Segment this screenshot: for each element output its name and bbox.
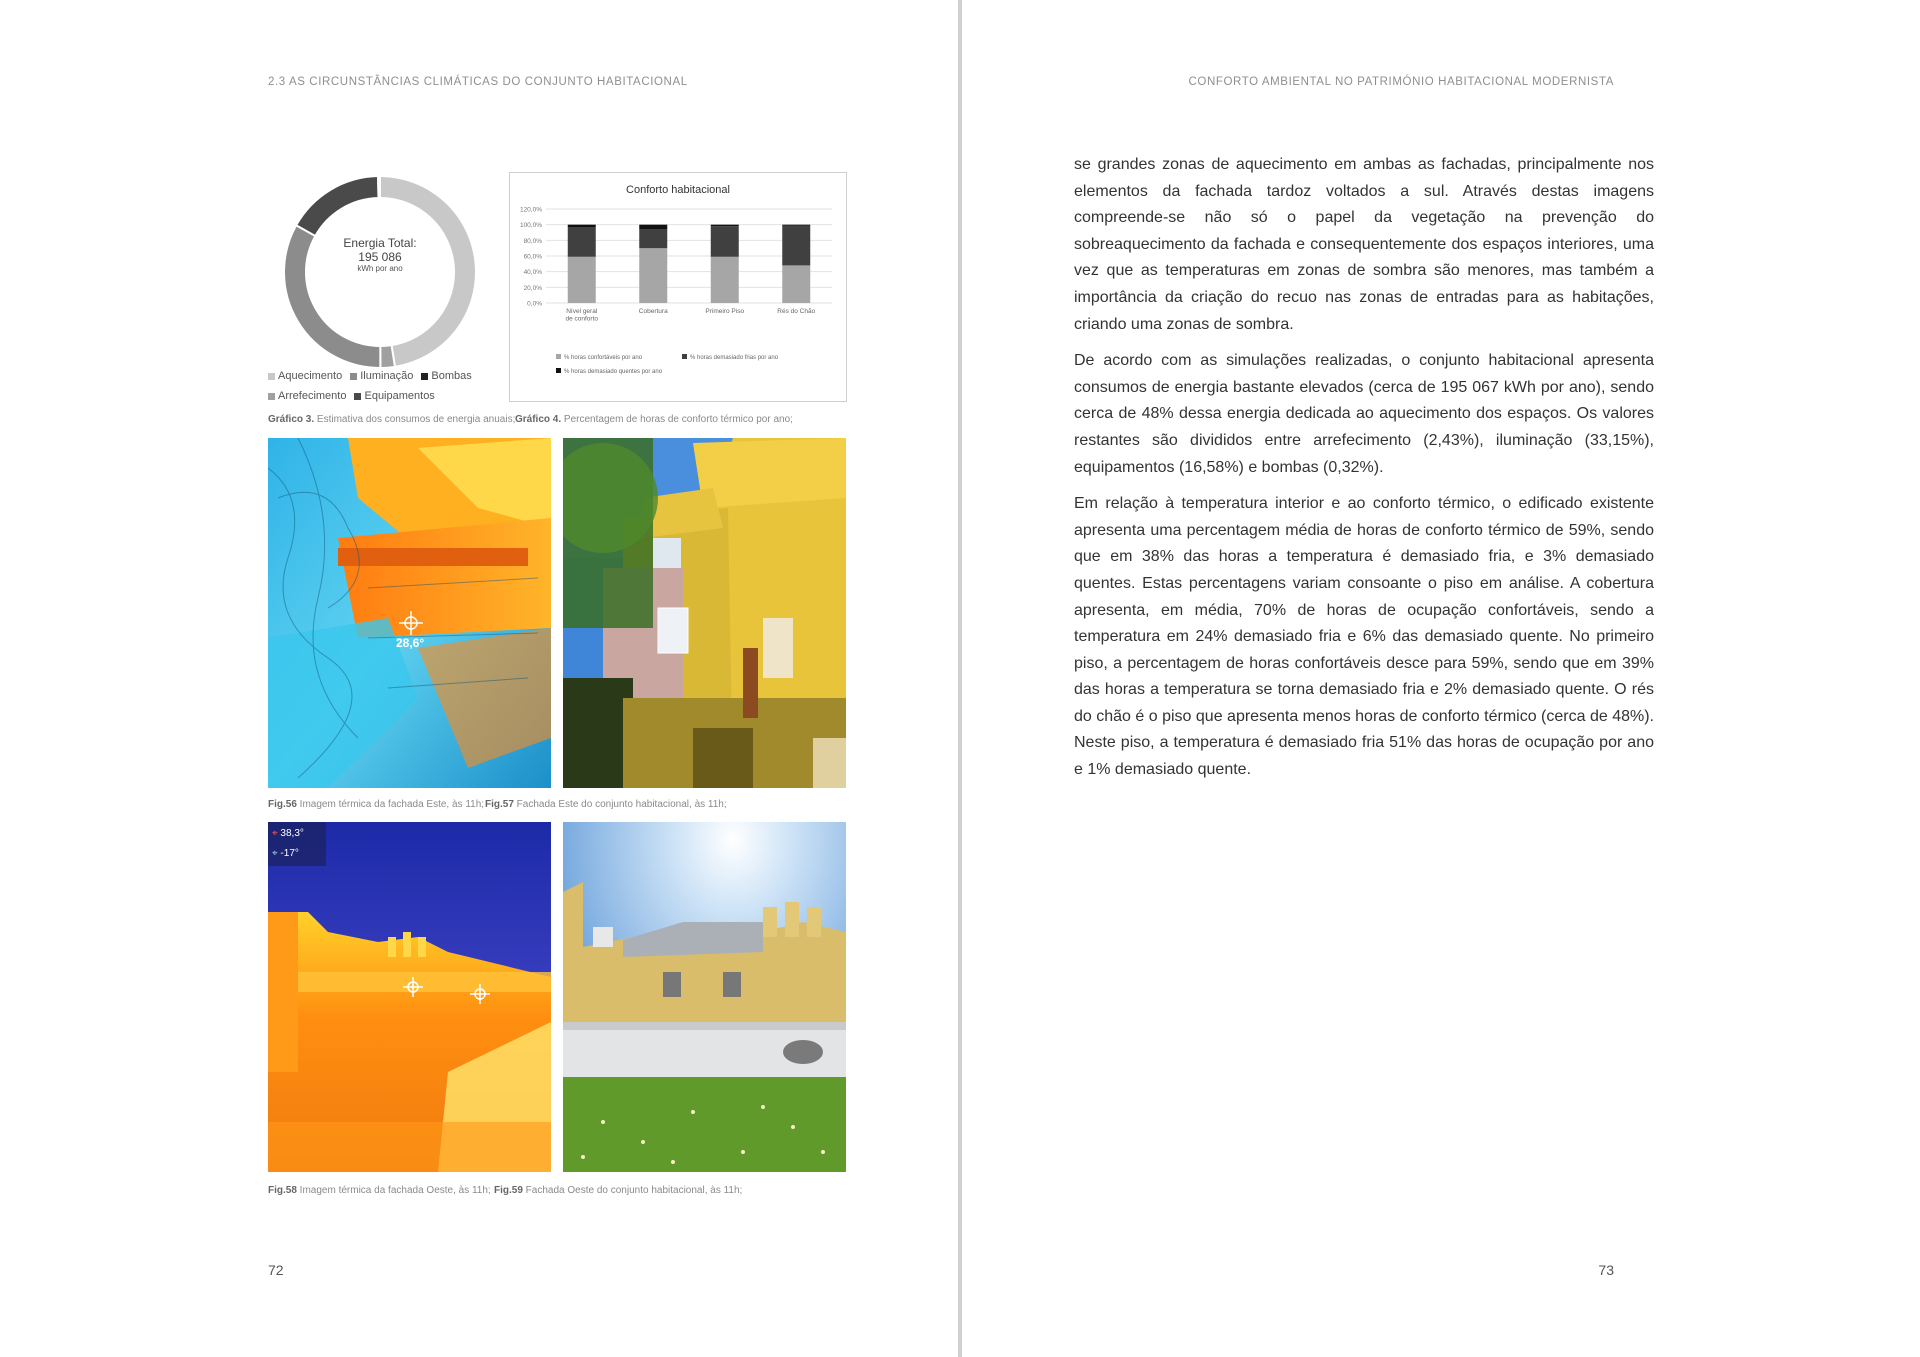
bar-chart-title: Conforto habitacional [626, 184, 730, 196]
bar-legend-label: % horas confortáveis por ano [564, 355, 643, 361]
donut-center-line2: 195 086 [358, 250, 402, 264]
legend-swatch [350, 373, 357, 380]
donut-center-line1: Energia Total: [343, 236, 417, 250]
left-page [0, 0, 958, 1357]
caption-fig-59-bold: Fig.59 [494, 1185, 523, 1196]
max-target-icon: ⌖ [272, 828, 278, 839]
caption-grafico-4-bold: Gráfico 4. [515, 414, 562, 425]
paragraph: se grandes zonas de aquecimento em ambas as fachadas, principalmente nos elementos da fachada tardoz voltados a sul. Através destas imagens compreende-se não só o papel da vegetação na prevenção do sobreaquecimento da fachada e consequentemente dos espaços interiores, uma vez que as temperaturas em zonas de sombra são menores, mas também a importância da criação do recuo nas zonas de entradas para as habitações, criando uma zonas de sombra. [1074, 156, 1654, 333]
bar-segment [782, 225, 810, 265]
legend-swatch [268, 373, 275, 380]
page-number-left: 72 [268, 1262, 284, 1278]
thermal-west-readouts [272, 824, 304, 864]
caption-grafico-3-text: Estimativa dos consumos de energia anuais; [314, 414, 516, 425]
legend-item [268, 386, 346, 406]
bar-segment [639, 229, 667, 248]
pie-slice-arrefecimento [380, 345, 395, 368]
thermal-image-east [268, 438, 551, 788]
caption-grafico-3 [268, 414, 515, 425]
donut-svg [268, 158, 516, 388]
legend-item [268, 366, 342, 386]
x-tick-label: Nível geral [566, 308, 598, 315]
y-tick-label: 0,0% [527, 300, 542, 308]
bar-legend-swatch [682, 354, 687, 359]
photo-west-facade [563, 822, 846, 1172]
pie-slice-bombas [378, 176, 380, 198]
bar-svg [510, 173, 846, 401]
bar-segment [711, 225, 739, 227]
legend-item [421, 366, 471, 386]
y-tick-label: 60,0% [523, 253, 542, 261]
donut-center-line3: kWh por ano [357, 264, 403, 273]
y-tick-label: 40,0% [523, 269, 542, 277]
caption-fig-56-text: Imagem térmica da fachada Este, às 11h; [296, 799, 485, 810]
bar-segment [639, 248, 667, 303]
thermal-image-west [268, 822, 551, 1172]
legend-swatch [268, 393, 275, 400]
caption-fig-57-text: Fachada Este do conjunto habitacional, às 11h; [513, 799, 727, 810]
running-head-left: 2.3 AS CIRCUNSTÂNCIAS CLIMÁTICAS DO CONJUNTO HABITACIONAL [268, 76, 688, 88]
bar-segment [782, 265, 810, 303]
legend-label: Aquecimento [278, 370, 343, 382]
thermal-max-value: 38,3° [280, 828, 304, 839]
page-number-right: 73 [1598, 1262, 1614, 1278]
bar-legend-label: % horas demasiado frias por ano [690, 355, 779, 361]
comfort-bar-chart [509, 172, 847, 402]
donut-legend [268, 366, 498, 406]
caption-fig-56-bold: Fig.56 [268, 799, 297, 810]
thermal-min-value: -17° [280, 848, 299, 859]
paragraph: Em relação à temperatura interior e ao conforto térmico, o edificado existente apresenta uma percentagem média de horas de conforto térmico de 59%, sendo que em 38% das horas a temperatura é demasiado fria, e 3% demasiado quentes. Estas percentagens variam consoante o piso em análise. A cobertura apresenta, em média, 70% de horas de ocupação confortáveis, sendo a temperatura em 24% demasiado fria e 6% das demasiado quente. No primeiro piso, a percentagem de horas confortáveis desce para 59%, sendo que em 39% das horas a temperatura se torna demasiado fria e 2% demasiado quente. O rés do chão é o piso que apresenta menos horas de conforto térmico (cerca de 48%). Neste piso, a temperatura é demasiado fria 51% das horas de ocupação por ano e 1% demasiado quente. [1074, 495, 1654, 779]
legend-label: Bombas [431, 370, 472, 382]
legend-item [354, 386, 434, 406]
caption-grafico-3-bold: Gráfico 3. [268, 414, 315, 425]
running-head-right: CONFORTO AMBIENTAL NO PATRIMÓNIO HABITACIONAL MODERNISTA [1188, 76, 1614, 88]
legend-item [350, 366, 413, 386]
paragraph: De acordo com as simulações realizadas, o conjunto habitacional apresenta consumos de energia bastante elevados (cerca de 195 067 kWh por ano), sendo cerca de 48% dessa energia dedicada ao aquecimento dos espaços. Os valores restantes são divididos entre arrefecimento (2,43%), iluminação (33,15%), equipamentos (16,58%) e bombas (0,32%). [1074, 352, 1654, 476]
y-tick-label: 80,0% [523, 237, 542, 245]
thermal-min-readout [272, 844, 304, 864]
caption-fig-57-bold: Fig.57 [485, 799, 514, 810]
bar-legend-swatch [556, 354, 561, 359]
legend-label: Arrefecimento [278, 390, 347, 402]
thermal-east-readout: 28,6° [396, 636, 425, 650]
legend-label: Iluminação [360, 370, 414, 382]
energy-donut-chart [268, 158, 516, 388]
min-target-icon: ⌖ [272, 848, 278, 859]
caption-fig-56 [268, 799, 484, 810]
bar-segment [568, 227, 596, 257]
photo-east-facade [563, 438, 846, 788]
body-text [1074, 152, 1654, 794]
y-tick-label: 100,0% [519, 222, 542, 230]
thermal-max-readout [272, 824, 304, 844]
caption-fig-59-text: Fachada Oeste do conjunto habitacional, às 11h; [522, 1185, 743, 1196]
caption-fig-59 [494, 1185, 742, 1196]
caption-grafico-4 [515, 414, 793, 425]
caption-fig-57 [485, 799, 727, 810]
bar-legend-label: % horas demasiado quentes por ano [564, 369, 663, 375]
bar-segment [568, 257, 596, 303]
legend-swatch [421, 373, 428, 380]
pie-slice-equipamentos [296, 176, 378, 236]
bar-legend-swatch [556, 368, 561, 373]
legend-swatch [354, 393, 361, 400]
legend-label: Equipamentos [364, 390, 435, 402]
caption-fig-58-text: Imagem térmica da fachada Oeste, às 11h; [296, 1185, 491, 1196]
x-tick-label: de conforto [565, 315, 599, 323]
bar-segment [711, 257, 739, 303]
caption-fig-58-bold: Fig.58 [268, 1185, 297, 1196]
donut-center-label [268, 236, 492, 273]
bar-segment [568, 225, 596, 227]
bar-segment [639, 225, 667, 230]
x-tick-label: Rés do Chão [777, 308, 816, 315]
x-tick-label: Primeiro Piso [705, 308, 745, 315]
y-tick-label: 120,0% [519, 206, 542, 214]
caption-grafico-4-text: Percentagem de horas de conforto térmico por ano; [561, 414, 793, 425]
bar-segment [711, 226, 739, 257]
bar-segment [782, 225, 810, 226]
caption-fig-58 [268, 1185, 491, 1196]
y-tick-label: 20,0% [523, 284, 542, 292]
x-tick-label: Cobertura [638, 308, 668, 315]
